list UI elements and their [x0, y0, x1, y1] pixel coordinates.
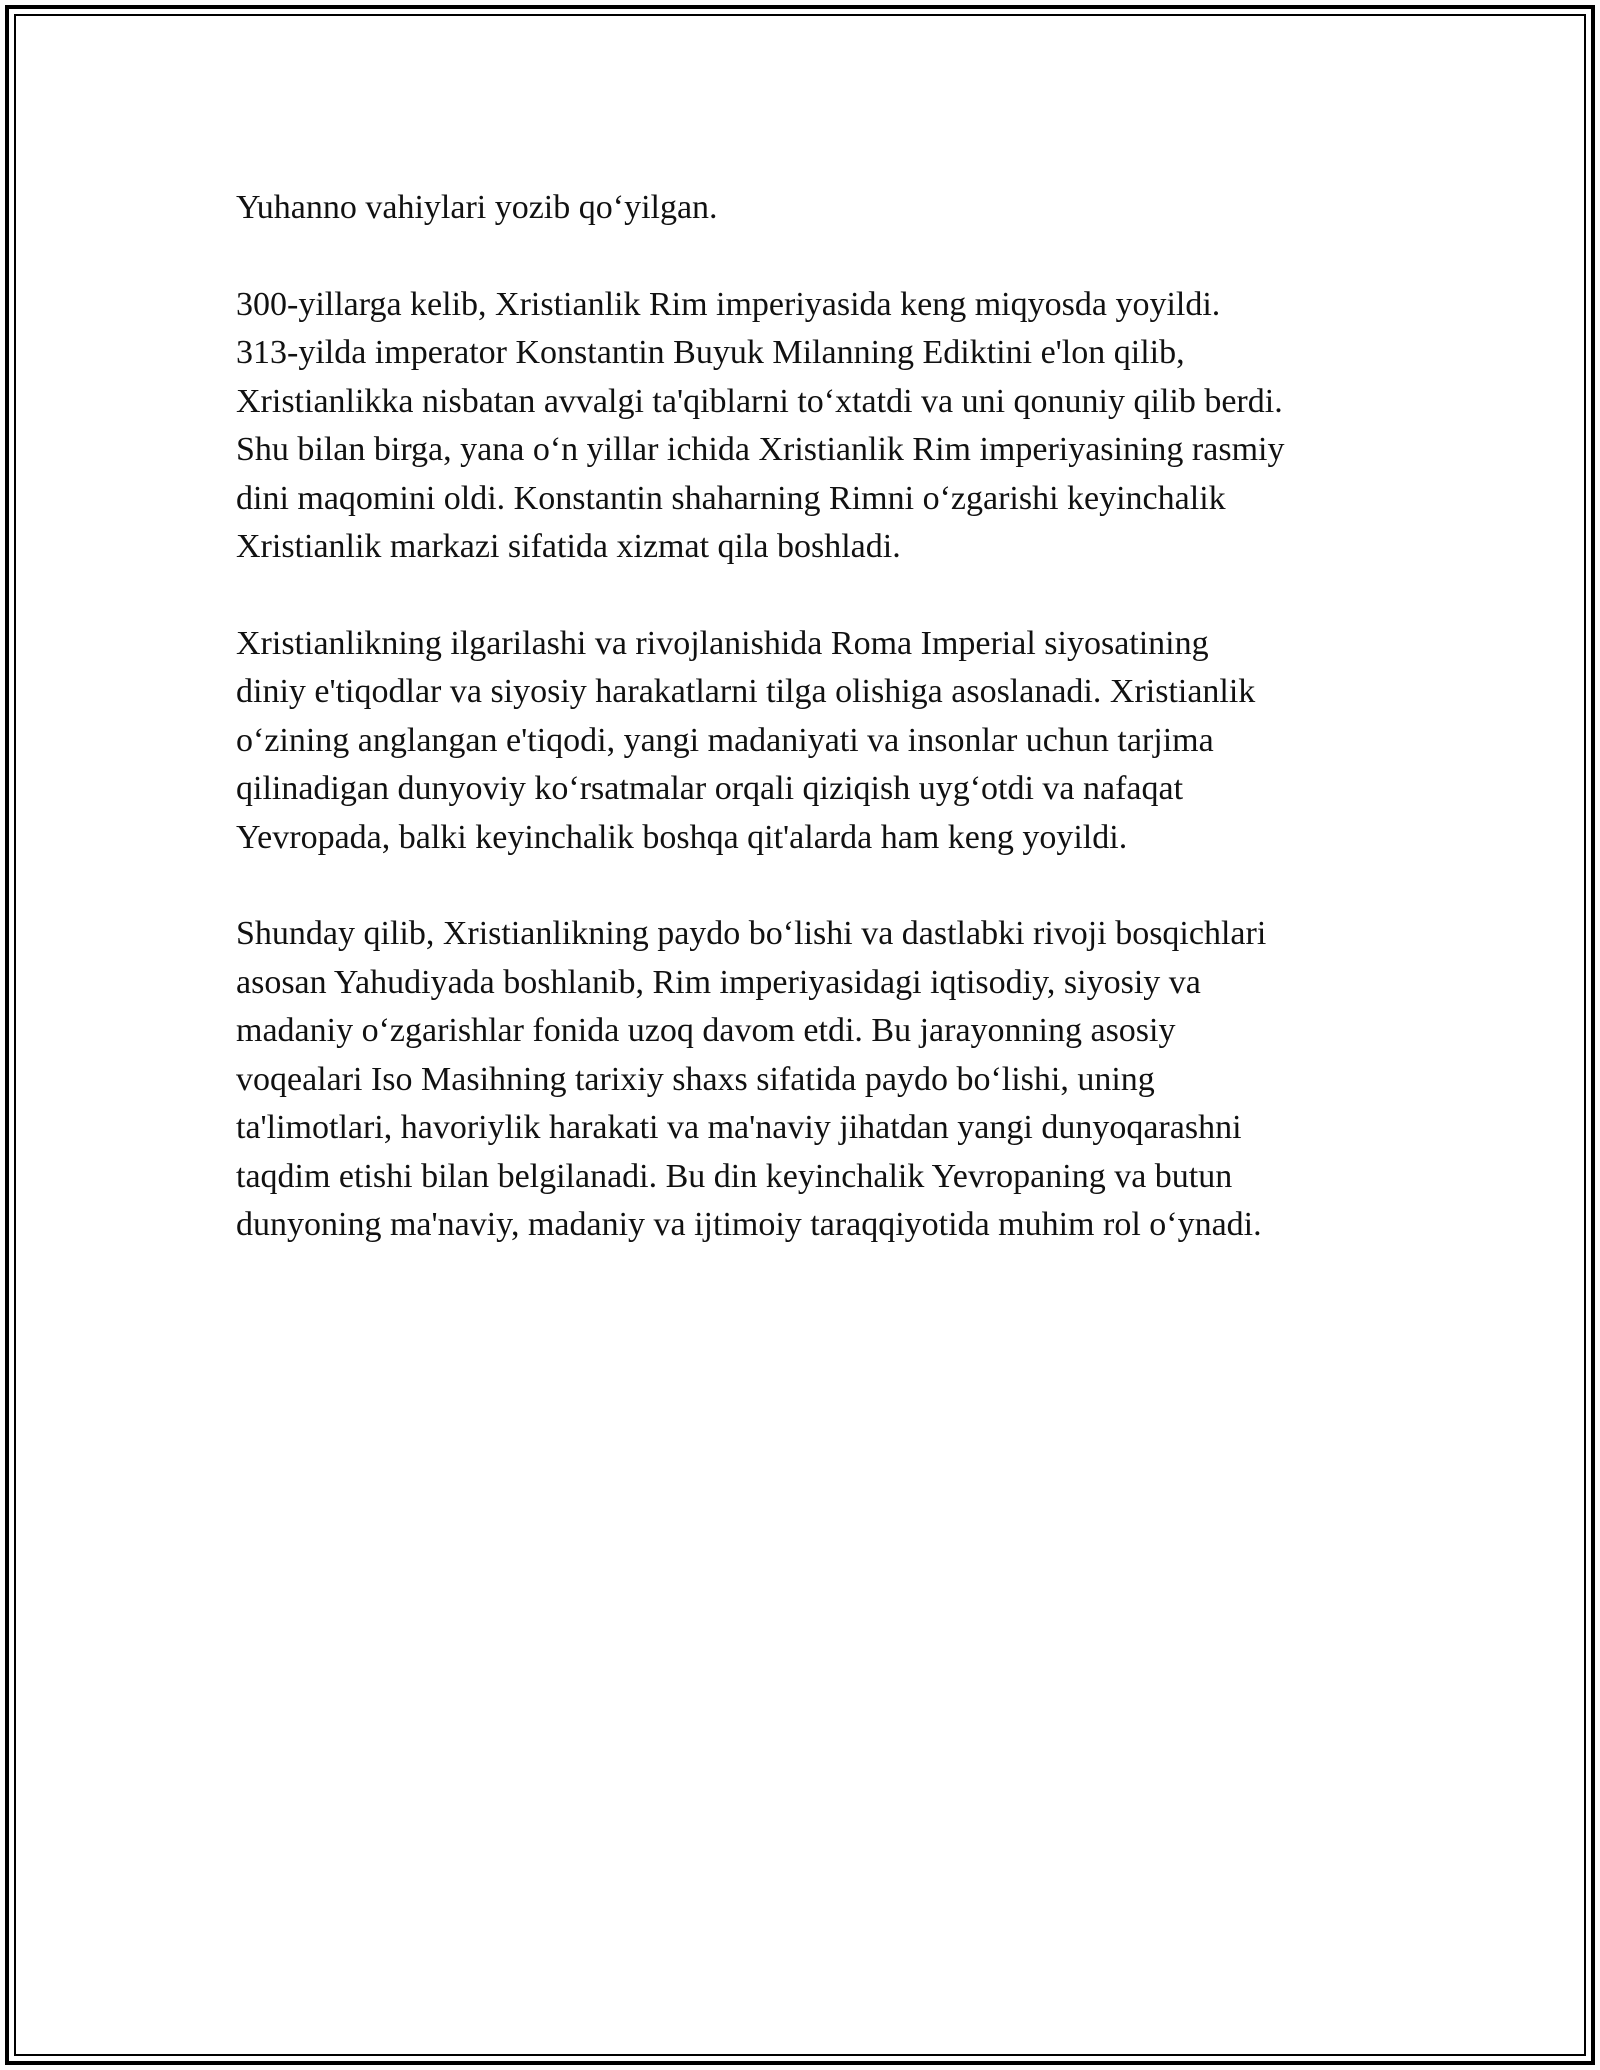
text-line: dini maqomini oldi. Konstantin shaharning Rimni o‘zgarishi keyinchalik: [236, 479, 1226, 517]
text-line: Yuhanno vahiylari yozib qo‘yilgan.: [236, 189, 718, 226]
text-line: taqdim etishi bilan belgilanadi. Bu din keyinchalik Yevropaning va butun: [236, 1157, 1233, 1195]
text-line: Shu bilan birga, yana o‘n yillar ichida Xristianlik Rim imperiyasining rasmiy: [236, 431, 1285, 468]
paragraph: [236, 620, 1376, 863]
text-line: voqealari Iso Masihning tarixiy shaxs sifatida paydo bo‘lishi, uning: [236, 1060, 1155, 1098]
text-line: ta'limotlari, havoriylik harakati va ma'naviy jihatdan yangi dunyoqarashni: [236, 1109, 1242, 1146]
paragraph: [236, 184, 1376, 233]
text-line: dunyoning ma'naviy, madaniy va ijtimoiy taraqqiyotida muhim rol o‘ynadi.: [236, 1206, 1262, 1243]
document-body: [236, 184, 1376, 1298]
paragraph: [236, 281, 1376, 572]
text-line: qilinadigan dunyoviy ko‘rsatmalar orqali qiziqish uyg‘otdi va nafaqat: [236, 770, 1184, 807]
text-line: Xristianlik markazi sifatida xizmat qila boshladi.: [236, 528, 901, 565]
text-line: Xristianlikka nisbatan avvalgi ta'qiblarni to‘xtatdi va uni qonuniy qilib berdi.: [236, 382, 1283, 420]
text-line: 313-yilda imperator Konstantin Buyuk Milanning Ediktini e'lon qilib,: [236, 334, 1185, 371]
paragraph: [236, 910, 1376, 1250]
text-line: 300-yillarga kelib, Xristianlik Rim imperiyasida keng miqyosda yoyildi.: [236, 285, 1221, 323]
text-line: madaniy o‘zgarishlar fonida uzoq davom etdi. Bu jarayonning asosiy: [236, 1012, 1176, 1049]
text-line: Shunday qilib, Xristianlikning paydo bo‘lishi va dastlabki rivoji bosqichlari: [236, 915, 1267, 952]
text-line: o‘zining anglangan e'tiqodi, yangi madaniyati va insonlar uchun tarjima: [236, 721, 1214, 759]
text-line: asosan Yahudiyada boshlanib, Rim imperiyasidagi iqtisodiy, siyosiy va: [236, 963, 1201, 1001]
text-line: Yevropada, balki keyinchalik boshqa qit'alarda ham keng yoyildi.: [236, 818, 1128, 856]
text-line: diniy e'tiqodlar va siyosiy harakatlarni tilga olishiga asoslanadi. Xristianlik: [236, 673, 1256, 710]
text-line: Xristianlikning ilgarilashi va rivojlanishida Roma Imperial siyosatining: [236, 624, 1209, 662]
